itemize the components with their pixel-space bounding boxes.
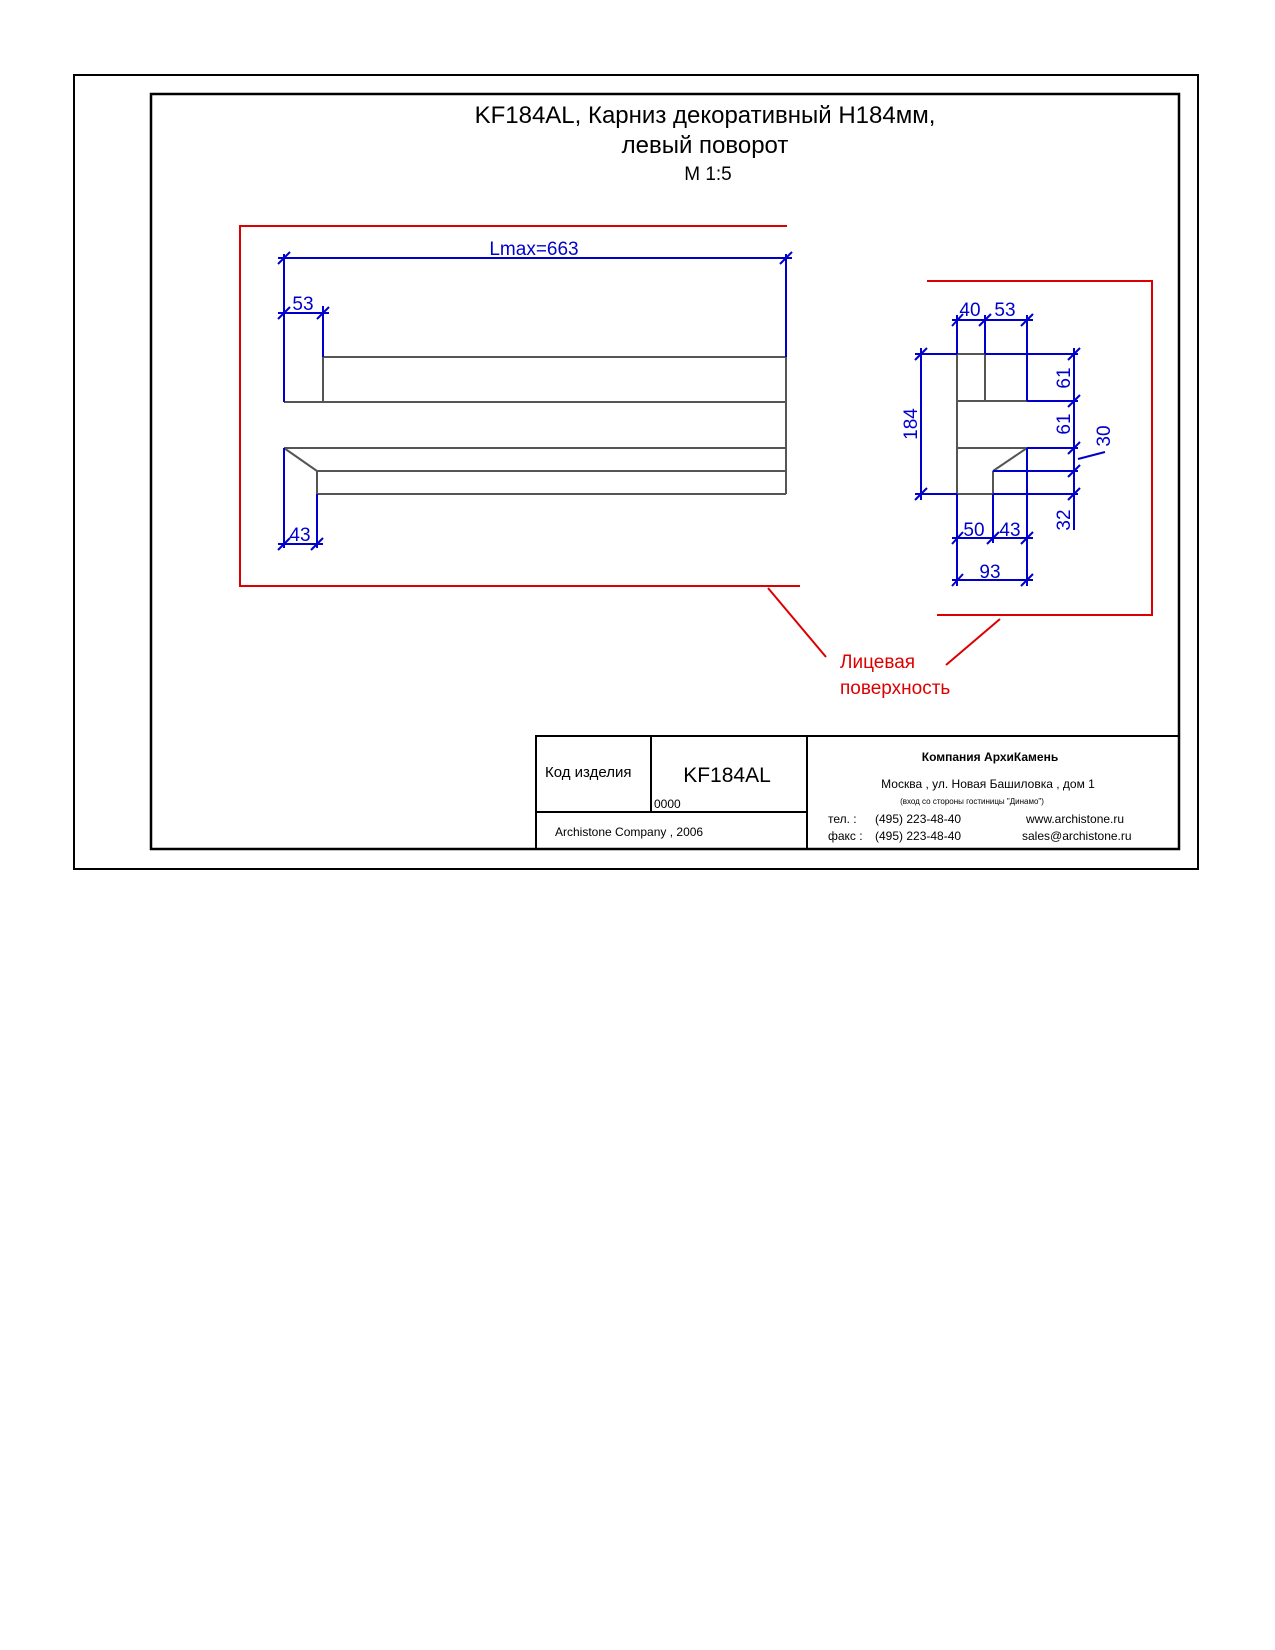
section-height-total: 184 [901, 408, 922, 440]
section-width-top-b: 53 [994, 300, 1016, 321]
fax-value: (495) 223-48-40 [875, 829, 962, 843]
tel-value: (495) 223-48-40 [875, 812, 962, 826]
front-view [240, 226, 800, 586]
section-width-bottom-b: 43 [999, 520, 1021, 541]
drawing-title-line1: KF184AL, Карниз декоративный Н184мм, [474, 102, 936, 129]
section-height-part1: 61 [1054, 367, 1075, 389]
front-geometry [284, 357, 786, 494]
section-view [901, 281, 1152, 615]
code-number: 0000 [654, 797, 681, 811]
code-value: KF184AL [683, 764, 771, 787]
code-label: Код изделия [545, 764, 632, 781]
callout-leader-right [946, 619, 1000, 665]
title-block [536, 736, 1179, 849]
section-width-bottom-a: 50 [963, 520, 985, 541]
section-dimensions [915, 314, 1105, 586]
drawing-scale: М 1:5 [684, 164, 732, 185]
section-height-part2: 61 [1054, 413, 1075, 435]
front-length-dim: Lmax=663 [489, 239, 579, 260]
section-height-part3: 32 [1054, 509, 1075, 531]
callout-leader-left [768, 588, 826, 657]
fax-label: факс : [828, 829, 863, 843]
company-address-note: (вход со стороны гостиницы "Динамо") [900, 797, 1044, 806]
copyright: Archistone Company , 2006 [555, 825, 704, 839]
face-surface-callout [768, 588, 1000, 699]
website: www.archistone.ru [1026, 812, 1125, 826]
front-face-marker [240, 226, 800, 586]
email: sales@archistone.ru [1022, 829, 1132, 843]
company-address: Москва , ул. Новая Башиловка , дом 1 [881, 777, 1095, 791]
front-bottom-step-dim: 43 [289, 525, 311, 546]
section-width-total: 93 [979, 562, 1001, 583]
section-bevel-dim: 30 [1094, 425, 1115, 447]
section-width-top-a: 40 [959, 300, 981, 321]
company-name: Компания АрхиКамень [921, 750, 1059, 764]
tel-label: тел. : [828, 812, 857, 826]
drawing-title-line2: левый поворот [621, 132, 789, 159]
front-top-step-dim: 53 [292, 294, 314, 315]
callout-text-line1: Лицевая [840, 652, 916, 673]
callout-text-line2: поверхность [840, 678, 951, 699]
section-geometry [957, 354, 1027, 494]
